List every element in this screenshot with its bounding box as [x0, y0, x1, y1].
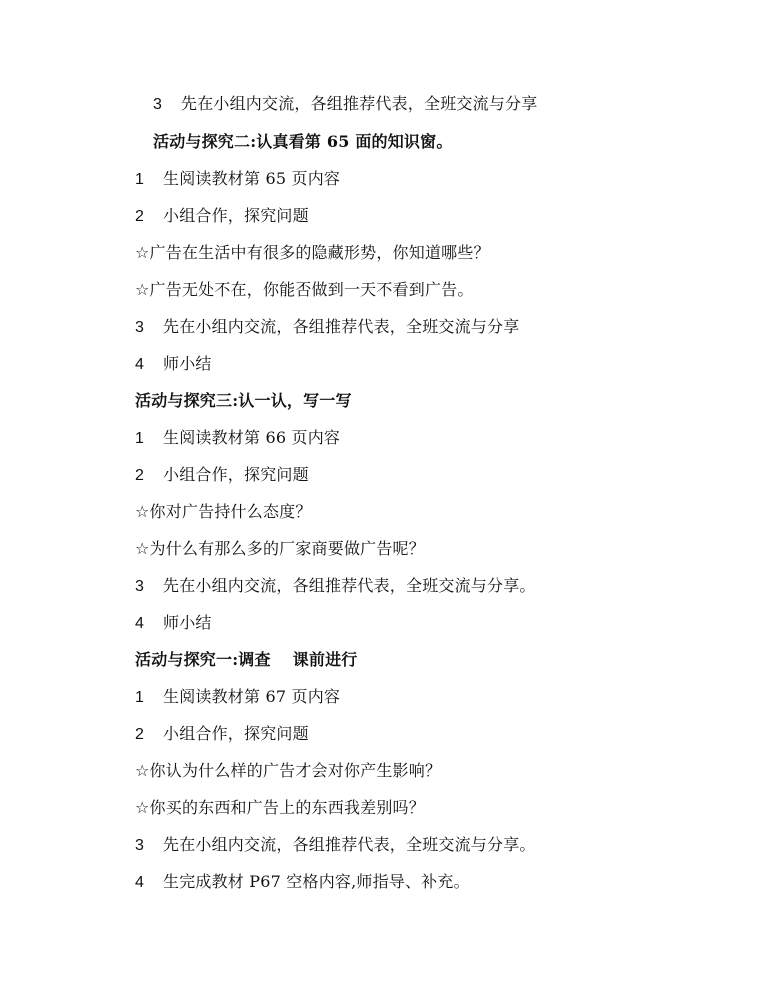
step-number: 4 — [135, 615, 145, 632]
section-heading-text: 活动与探究一:调查 课前进行 — [135, 650, 358, 669]
question-text: 你认为什么样的广告才会对你产生影响？ — [149, 761, 442, 780]
step-number: 3 — [135, 578, 145, 595]
step-text: 师小结 — [163, 613, 212, 632]
step-text: 先在小组内交流，各组推荐代表，全班交流与分享 — [181, 94, 538, 113]
step-text: 生阅读教材第 65 页内容 — [163, 169, 341, 188]
step-line — [135, 834, 536, 857]
step-number: 1 — [135, 171, 145, 188]
step-line — [135, 871, 470, 894]
step-number: 2 — [135, 726, 145, 743]
step-number: 4 — [135, 874, 145, 891]
step-text: 小组合作，探究问题 — [163, 206, 309, 225]
step-number: 1 — [135, 689, 145, 706]
step-text: 生阅读教材第 66 页内容 — [163, 428, 341, 447]
step-line — [135, 353, 212, 376]
section-heading-text: 活动与探究二:认真看第 65 面的知识窗。 — [153, 132, 453, 151]
star-icon: ☆ — [135, 798, 150, 817]
section-heading-text: 活动与探究三:认一认，写一写 — [135, 391, 352, 410]
question-line — [135, 279, 474, 301]
step-text: 小组合作，探究问题 — [163, 465, 309, 484]
step-number: 3 — [135, 319, 145, 336]
question-text: 你买的东西和广告上的东西我差别吗？ — [149, 798, 425, 817]
star-icon: ☆ — [135, 280, 150, 299]
step-number: 3 — [135, 837, 145, 854]
step-text: 先在小组内交流，各组推荐代表，全班交流与分享 — [163, 317, 520, 336]
question-line — [135, 797, 425, 819]
step-line — [135, 575, 536, 598]
step-text: 生阅读教材第 67 页内容 — [163, 687, 341, 706]
step-line — [135, 427, 340, 450]
section-heading — [135, 390, 352, 412]
question-text: 广告无处不在，你能否做到一天不看到广告。 — [149, 280, 474, 299]
step-line — [135, 612, 212, 635]
step-line — [135, 168, 340, 191]
step-line — [153, 93, 537, 116]
question-text: 为什么有那么多的厂家商要做广告呢？ — [149, 539, 425, 558]
step-line — [135, 464, 309, 487]
star-icon: ☆ — [135, 502, 150, 521]
section-heading — [135, 649, 357, 671]
step-text: 先在小组内交流，各组推荐代表，全班交流与分享。 — [163, 576, 536, 595]
section-heading — [153, 131, 453, 153]
step-line — [135, 723, 309, 746]
step-number: 2 — [135, 208, 145, 225]
step-number: 1 — [135, 430, 145, 447]
question-line — [135, 501, 312, 523]
step-text: 生完成教材 P67 空格内容,师指导、补充。 — [163, 872, 470, 891]
question-line — [135, 242, 490, 264]
step-number: 2 — [135, 467, 145, 484]
step-number: 3 — [153, 96, 163, 113]
step-number: 4 — [135, 356, 145, 373]
star-icon: ☆ — [135, 761, 150, 780]
step-text: 先在小组内交流，各组推荐代表，全班交流与分享。 — [163, 835, 536, 854]
step-text: 小组合作，探究问题 — [163, 724, 309, 743]
step-line — [135, 316, 519, 339]
step-line — [135, 205, 309, 228]
star-icon: ☆ — [135, 243, 150, 262]
star-icon: ☆ — [135, 539, 150, 558]
step-line — [135, 686, 340, 709]
question-text: 你对广告持什么态度？ — [149, 502, 312, 521]
step-text: 师小结 — [163, 354, 212, 373]
question-text: 广告在生活中有很多的隐藏形势，你知道哪些？ — [149, 243, 490, 262]
question-line — [135, 538, 425, 560]
question-line — [135, 760, 441, 782]
